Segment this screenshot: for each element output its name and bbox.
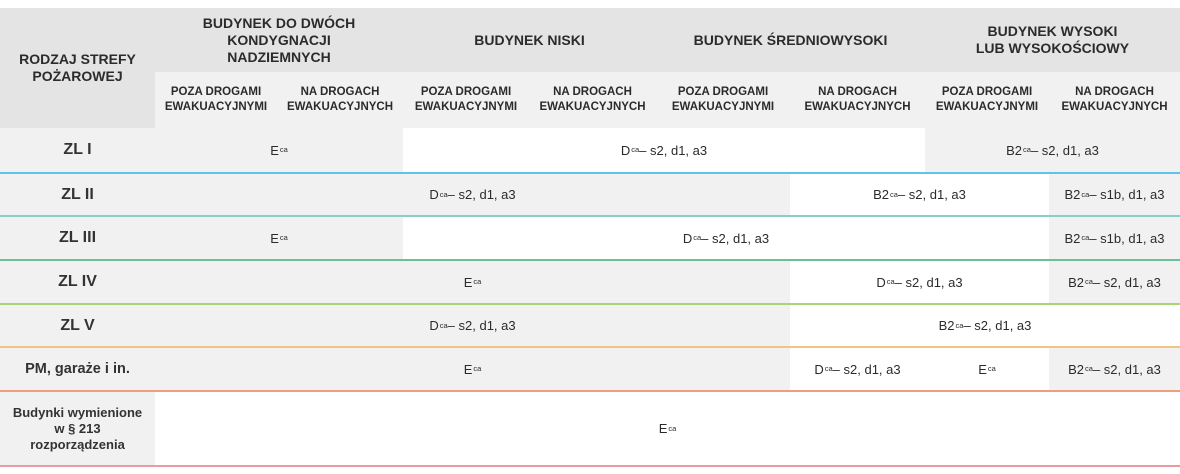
- class-cell: B2 ca – s2, d1, a3: [790, 305, 1180, 346]
- row-separator: [0, 465, 1180, 467]
- subheader-on: NA DROGACH EWAKUACYJNYCH: [1049, 72, 1180, 128]
- row-label: ZL V: [0, 305, 155, 346]
- subheader-on: NA DROGACH EWAKUACYJNYCH: [790, 72, 925, 128]
- class-cell: B2 ca – s2, d1, a3: [790, 174, 1049, 215]
- row-label: PM, garaże i in.: [0, 348, 155, 390]
- class-cell: D ca – s2, d1, a3: [790, 348, 925, 390]
- row-label: Budynki wymienione w § 213 rozporządzenia: [0, 392, 155, 465]
- subheader-outside: POZA DROGAMI EWAKUACYJNYMI: [155, 72, 277, 128]
- class-cell: D ca – s2, d1, a3: [155, 305, 790, 346]
- class-cell: B2 ca – s1b, d1, a3: [1049, 217, 1180, 259]
- class-cell: B2 ca – s2, d1, a3: [925, 128, 1180, 172]
- class-cell: B2 ca – s1b, d1, a3: [1049, 174, 1180, 215]
- subheader-outside: POZA DROGAMI EWAKUACYJNYMI: [656, 72, 790, 128]
- class-cell: B2 ca – s2, d1, a3: [1049, 348, 1180, 390]
- row-label: ZL I: [0, 128, 155, 172]
- class-cell: D ca – s2, d1, a3: [403, 128, 925, 172]
- class-cell: E ca: [155, 392, 1180, 465]
- class-cell: E ca: [925, 348, 1049, 390]
- subheader-outside: POZA DROGAMI EWAKUACYJNYMI: [403, 72, 529, 128]
- class-cell: E ca: [155, 348, 790, 390]
- class-cell: E ca: [155, 217, 403, 259]
- header-zone-type: RODZAJ STREFY POŻAROWEJ: [0, 8, 155, 128]
- subheader-on: NA DROGACH EWAKUACYJNYCH: [529, 72, 656, 128]
- subheader-on: NA DROGACH EWAKUACYJNYCH: [277, 72, 403, 128]
- row-label: ZL IV: [0, 261, 155, 303]
- class-cell: E ca: [155, 128, 403, 172]
- row-label: ZL II: [0, 174, 155, 215]
- header-two-storey: BUDYNEK DO DWÓCH KONDYGNACJI NADZIEMNYCH: [155, 8, 403, 72]
- header-medium-high: BUDYNEK ŚREDNIOWYSOKI: [656, 8, 925, 72]
- class-cell: B2 ca – s2, d1, a3: [1049, 261, 1180, 303]
- class-cell: D ca – s2, d1, a3: [403, 217, 1049, 259]
- class-cell: E ca: [155, 261, 790, 303]
- class-cell: D ca – s2, d1, a3: [155, 174, 790, 215]
- subheader-outside: POZA DROGAMI EWAKUACYJNYMI: [925, 72, 1049, 128]
- class-cell: D ca – s2, d1, a3: [790, 261, 1049, 303]
- header-high: BUDYNEK WYSOKI LUB WYSOKOŚCIOWY: [925, 8, 1180, 72]
- row-label: ZL III: [0, 217, 155, 259]
- header-low: BUDYNEK NISKI: [403, 8, 656, 72]
